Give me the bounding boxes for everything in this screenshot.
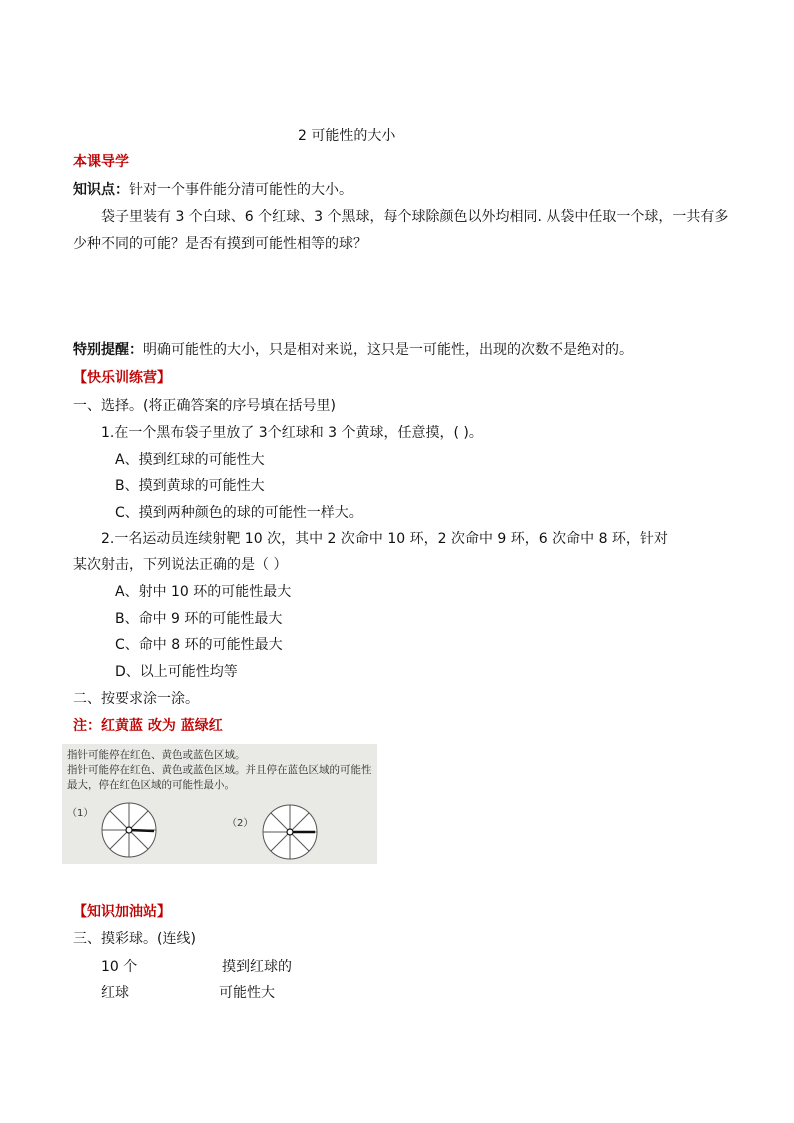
q2-stem-line-2: 某次射击，下列说法正确的是（ ） bbox=[73, 557, 288, 573]
q2-stem-line-1: 2.一名运动员连续射靶 10 次，其中 2 次命中 10 环，2 次命中 9 环，6 次命中 8 环，针对 bbox=[101, 531, 668, 547]
q1-option-a: A、摸到红球的可能性大 bbox=[115, 452, 265, 468]
q2-option-c: C、命中 8 环的可能性最大 bbox=[115, 637, 283, 653]
intro-line-1: 袋子里装有 3 个白球、6 个红球、3 个黑球，每个球除颜色以外均相同. 从袋中任取一个球，一共有多 bbox=[101, 209, 729, 225]
spinner-label-2: （2） bbox=[227, 818, 254, 829]
spinner-2 bbox=[263, 805, 317, 859]
reminder-label: 特别提醒： bbox=[73, 342, 143, 358]
boost-heading: 【知识加油站】 bbox=[73, 904, 171, 920]
reminder-text: 明确可能性的大小，只是相对来说，这只是一可能性，出现的次数不是绝对的。 bbox=[143, 342, 633, 358]
match-right-line-2: 可能性大 bbox=[219, 985, 275, 1001]
section2-title: 二、按要求涂一涂。 bbox=[73, 691, 199, 707]
practice-heading: 【快乐训练营】 bbox=[73, 370, 171, 386]
figure-caption-line-3: 最大，停在红色区域的可能性最小。 bbox=[67, 779, 235, 791]
q2-option-a: A、射中 10 环的可能性最大 bbox=[115, 584, 292, 600]
guide-heading: 本课导学 bbox=[73, 154, 129, 170]
q1-option-c: C、摸到两种颜色的球的可能性一样大。 bbox=[115, 505, 363, 521]
match-left-line-2: 红球 bbox=[101, 985, 129, 1001]
q2-option-b: B、命中 9 环的可能性最大 bbox=[115, 611, 283, 627]
spinner-figure bbox=[62, 744, 377, 864]
knowledge-text: 针对一个事件能分清可能性的大小。 bbox=[129, 182, 353, 198]
match-left-line-1: 10 个 bbox=[101, 959, 138, 975]
figure-caption-line-2: 指针可能停在红色、黄色或蓝色区域。并且停在蓝色区域的可能性 bbox=[67, 764, 372, 776]
intro-line-2: 少种不同的可能？是否有摸到可能性相等的球？ bbox=[73, 236, 367, 252]
q2-option-d: D、以上可能性均等 bbox=[115, 664, 238, 680]
spinner-label-1: （1） bbox=[67, 808, 94, 819]
figure-caption-line-1: 指针可能停在红色、黄色或蓝色区域。 bbox=[67, 749, 246, 761]
special-reminder bbox=[73, 340, 633, 360]
knowledge-label: 知识点： bbox=[73, 182, 129, 198]
section1-title: 一、选择。(将正确答案的序号填在括号里) bbox=[73, 398, 336, 414]
spinner-1 bbox=[102, 803, 156, 857]
spinners-drawing bbox=[62, 744, 377, 864]
q1-stem: 1.在一个黑布袋子里放了 3个红球和 3 个黄球，任意摸，( )。 bbox=[101, 425, 483, 441]
section3-title: 三、摸彩球。(连线) bbox=[73, 931, 196, 947]
q1-option-b: B、摸到黄球的可能性大 bbox=[115, 478, 265, 494]
note-color-change: 注：红黄蓝 改为 蓝绿红 bbox=[73, 718, 223, 734]
match-right-line-1: 摸到红球的 bbox=[222, 959, 292, 975]
page-title: 2 可能性的大小 bbox=[298, 128, 396, 144]
knowledge-point bbox=[73, 180, 353, 200]
